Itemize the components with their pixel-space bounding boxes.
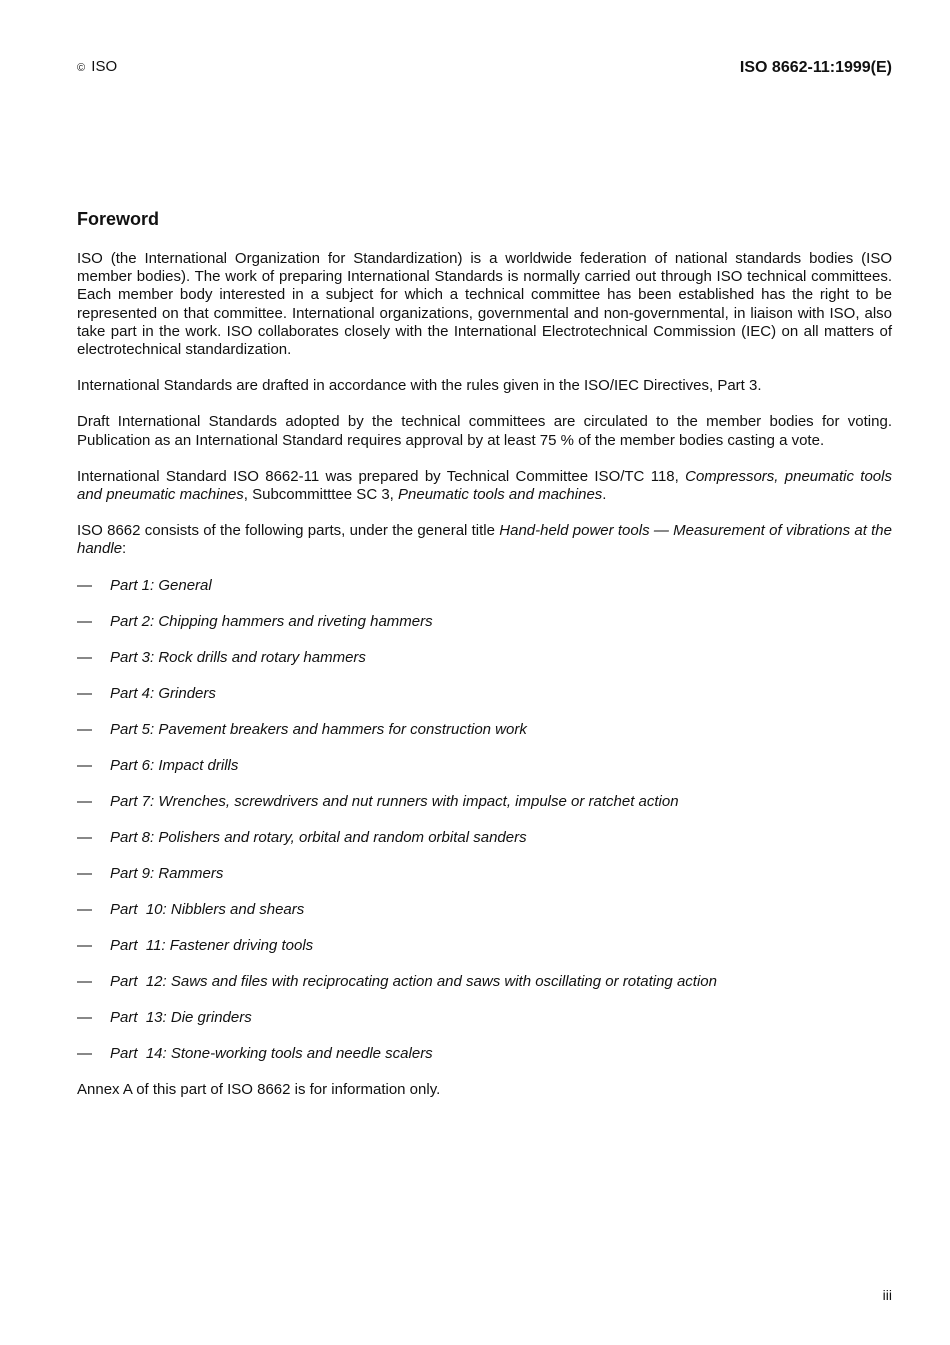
list-item: [77, 901, 892, 919]
list-dash: —: [77, 936, 92, 954]
list-item: [77, 685, 892, 703]
part-title: Part 7: Wrenches, screwdrivers and nut runners with impact, impulse or ratchet action: [110, 792, 679, 810]
list-item: [77, 937, 892, 955]
general-title: Hand-held power tools — Measurement of vibrations at the handle: [77, 522, 892, 558]
part-title: Part 14: Stone-working tools and needle scalers: [110, 1044, 433, 1062]
subcommittee-name: Pneumatic tools and machines: [398, 486, 603, 504]
paragraph-parts-intro: [77, 522, 892, 558]
part-title: Part 1: General: [110, 576, 212, 594]
list-item: [77, 973, 892, 991]
paragraph-voting: Draft International Standards adopted by the technical committees are circulated to the member bodies for voting. Publication as an International Standard requires approval by at least 75 % of the member bodies casting a vote.: [77, 413, 892, 449]
list-dash: —: [77, 648, 92, 666]
committee-text-pre: International Standard ISO 8662-11 was prepared by Technical Committee ISO/TC 118,: [77, 467, 686, 485]
list-dash: —: [77, 1044, 92, 1062]
committee-name: Compressors, pneumatic tools and pneumatic machines: [77, 467, 892, 504]
copyright-symbol: ©: [77, 62, 86, 74]
list-dash: —: [77, 612, 92, 630]
part-title: Part 12: Saws and files with reciprocating action and saws with oscillating or rotating action: [110, 972, 717, 990]
list-item: [77, 613, 892, 631]
list-dash: —: [77, 864, 92, 882]
part-title: Part 13: Die grinders: [110, 1008, 252, 1026]
part-title: Part 4: Grinders: [110, 684, 216, 702]
list-item: [77, 1009, 892, 1027]
foreword-section: [77, 208, 892, 1099]
committee-text-mid: , Subcommitttee SC 3,: [243, 486, 398, 504]
list-dash: —: [77, 1008, 92, 1026]
copyright-notice: [77, 58, 117, 75]
list-dash: —: [77, 684, 92, 702]
annex-note: Annex A of this part of ISO 8662 is for information only.: [77, 1080, 441, 1098]
list-item: [77, 865, 892, 883]
list-dash: —: [77, 576, 92, 594]
list-dash: —: [77, 828, 92, 846]
list-item: [77, 757, 892, 775]
list-item: [77, 829, 892, 847]
list-dash: —: [77, 900, 92, 918]
list-item: [77, 649, 892, 667]
list-item: [77, 721, 892, 739]
document-id: ISO 8662-11:1999(E): [739, 59, 892, 76]
part-title: Part 6: Impact drills: [110, 756, 239, 774]
part-title: Part 10: Nibblers and shears: [110, 900, 305, 918]
committee-text-post: .: [602, 486, 607, 504]
part-title: Part 2: Chipping hammers and riveting hammers: [110, 612, 433, 630]
parts-intro-pre: ISO 8662 consists of the following parts, under the general title: [77, 522, 500, 540]
list-item: [77, 793, 892, 811]
list-dash: —: [77, 756, 92, 774]
list-item: [77, 1045, 892, 1063]
list-dash: —: [77, 720, 92, 738]
parts-intro-post: :: [122, 540, 127, 558]
list-dash: —: [77, 792, 92, 810]
part-title: Part 11: Fastener driving tools: [110, 936, 314, 954]
list-dash: —: [77, 972, 92, 990]
paragraph-iso-intro: ISO (the International Organization for Standardization) is a worldwide federation of national standards bodies (ISO member bodies). The work of preparing International Standards is normally carried out through ISO technical committees. Each member body interested in a subject for which a technical committee has been established has the right to be represented on that committee. International organizations, governmental and non-governmental, in liaison with ISO, also take part in the work. ISO collaborates closely with the International Electrotechnical Commission (IEC) on all matters of electrotechnical standardization.: [77, 250, 892, 359]
part-title: Part 5: Pavement breakers and hammers for construction work: [110, 720, 527, 738]
foreword-title: Foreword: [77, 209, 160, 229]
paragraph-directives: International Standards are drafted in accordance with the rules given in the ISO/IEC Directives, Part 3.: [77, 377, 762, 395]
paragraph-committee: [77, 468, 892, 504]
page-number: iii: [882, 1287, 892, 1303]
list-item: [77, 577, 892, 595]
part-title: Part 8: Polishers and rotary, orbital and random orbital sanders: [110, 828, 527, 846]
copyright-org: ISO: [91, 58, 118, 75]
part-title: Part 9: Rammers: [110, 864, 224, 882]
parts-list: [77, 577, 892, 1063]
part-title: Part 3: Rock drills and rotary hammers: [110, 648, 366, 666]
